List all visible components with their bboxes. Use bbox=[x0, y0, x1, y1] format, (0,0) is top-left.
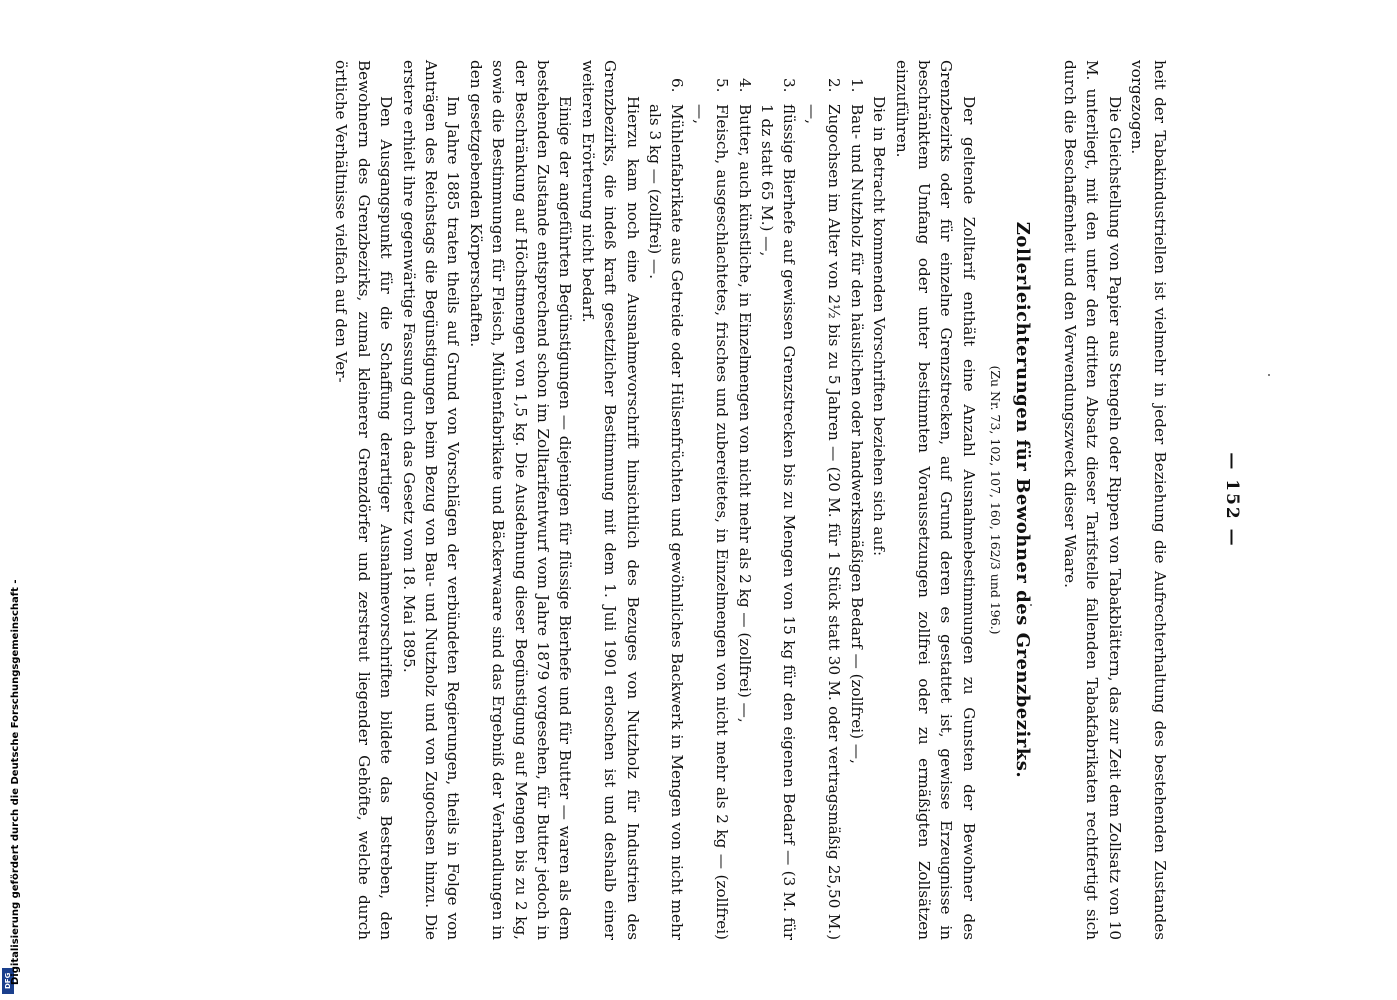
list-item-number: 1. bbox=[847, 78, 866, 93]
list-item-text: Fleisch, ausgeschlachtetes, frisches und zubereitetes, in Einzelmengen von nicht mehr als 2 kg — (zollfrei) —, bbox=[690, 104, 732, 940]
body-paragraph-2: Die in Betracht kommenden Vorschriften beziehen sich auf: bbox=[870, 96, 889, 557]
provisions-list bbox=[644, 60, 868, 940]
list-item-number: 6. bbox=[668, 78, 687, 93]
list-item-number: 2. bbox=[825, 78, 844, 93]
intro-paragraph-2: Die Gleichstellung von Papier aus Stengeln oder Rippen von Tabakblättern, das zur Zeit dem Zollsatz von 10 M. unterliegt, mit den unter den dritten Absatz dieser Tarifstelle fallenden Tabakfabrikaten rechtfertigt sich durch die Beschaffenheit und den Verwendungszweck dieser Waare. bbox=[1060, 60, 1124, 940]
body-paragraph-1: Der geltende Zolltarif enthält eine Anzahl Ausnahmebestimmungen zu Gunsten der Bewohner des Grenzbezirks oder für einzelne Grenzstrecken, auf Grund deren es gestattet ist, gewisse Erzeugnisse in beschränktem Umfang oder unter bestimmten Voraussetzungen zollfrei oder zu ermäßigten Zollsätzen einzuführen. bbox=[892, 60, 978, 940]
list-item-text: Bau- und Nutzholz für den häuslichen oder handwerksmäßigen Bedarf — (zollfrei) —, bbox=[847, 104, 866, 764]
list-item bbox=[644, 60, 689, 940]
section-subtitle: (Zu Nr. 73, 102, 107, 160, 162/3 und 196.) bbox=[988, 365, 1004, 635]
list-item-text: Mühlenfabrikate aus Getreide oder Hülsenfrüchten und gewöhnliches Backwerk in Mengen von nicht mehr als 3 kg — (zollfrei) —. bbox=[646, 104, 687, 940]
list-item-number: 3. bbox=[780, 78, 799, 93]
dfg-logo: DFG bbox=[2, 968, 14, 994]
list-item bbox=[801, 60, 846, 940]
section-title: Zollerleichterungen für Bewohner des Grenzbezirks. bbox=[1011, 221, 1033, 779]
list-item bbox=[733, 60, 755, 940]
list-item-text: Zugochsen im Alter von 2½ bis zu 5 Jahren — (20 M. für 1 Stück statt 30 M. oder vertragsmäßig 25,50 M.) —, bbox=[802, 104, 844, 940]
list-item-text: flüssige Bierhefe auf gewissen Grenzstrecken bis zu Mengen von 15 kg für den eigenen Bedarf — (3 M. für 1 dz statt 65 M.) —, bbox=[758, 104, 799, 940]
body-paragraph-6: Den Ausgangspunkt für die Schaffung derartiger Ausnahmevorschriften bildete das Bestreben, den Bewohnern des Grenzbezirks, zumal kleinerer Grenzdörfer und zerstreut liegender Gehöfte, welche durch örtliche Verhältnisse vielfach auf den Ver- bbox=[332, 60, 396, 940]
body-paragraph-3: Hierzu kam noch eine Ausnahmevorschrift hinsichtlich des Bezuges von Nutzholz für Industrien des Grenzbezirks, die indeß kraft gesetzlicher Bestimmung mit dem 1. Juli 1901 erloschen ist und deshalb einer weiteren Erörterung nicht bedarf. bbox=[578, 60, 642, 940]
list-item bbox=[756, 60, 801, 940]
list-item bbox=[845, 60, 867, 940]
list-item-number: 4. bbox=[735, 78, 754, 93]
list-item-text: Butter, auch künstliche, in Einzelmengen von nicht mehr als 2 kg — (zollfrei) —, bbox=[735, 104, 754, 723]
body-paragraph-4: Einige der angeführten Begünstigungen — diejenigen für flüssige Bierhefe und für Butter — waren als dem bestehenden Zustande entsprechend schon im Zolltarifentwurf vom Jahre 1879 vorgesehen, für Butter jedoch in der Beschränkung auf Höchstmengen von 1,5 kg. Die Ausdehnung dieser Begünstigung auf Mengen bis zu 2 kg, sowie die Bestimmungen für Fleisch, Mühlenfabrikate und Bäckerwaare sind das Ergebniß der Verhandlungen in den gesetzgebenden Körperschaften. bbox=[466, 60, 575, 940]
body-paragraph-5: Im Jahre 1885 traten theils auf Grund von Vorschlägen der verbündeten Regierungen, theils in Folge von Anträgen des Reichstags die Begünstigungen beim Bezug von Bau- und Nutzholz und von Zugochsen hinzu. Die erstere erhielt ihre gegenwärtige Fassung durch das Gesetz vom 18. Mai 1895. bbox=[399, 60, 463, 940]
page-number: — 152 — bbox=[1222, 452, 1242, 548]
digitization-credit: Digitalisierung gefördert durch die Deutsche Forschungsgemeinschaft - bbox=[10, 579, 21, 985]
document-text bbox=[153, 60, 1243, 940]
intro-paragraph-1: heit der Tabakindustriellen ist vielmehr in jeder Beziehung die Aufrechterhaltung des bestehenden Zustandes vorgezogen. bbox=[1128, 60, 1169, 940]
list-item bbox=[688, 60, 733, 940]
scan-speck bbox=[1268, 374, 1270, 376]
list-item-number: 5. bbox=[713, 78, 732, 93]
